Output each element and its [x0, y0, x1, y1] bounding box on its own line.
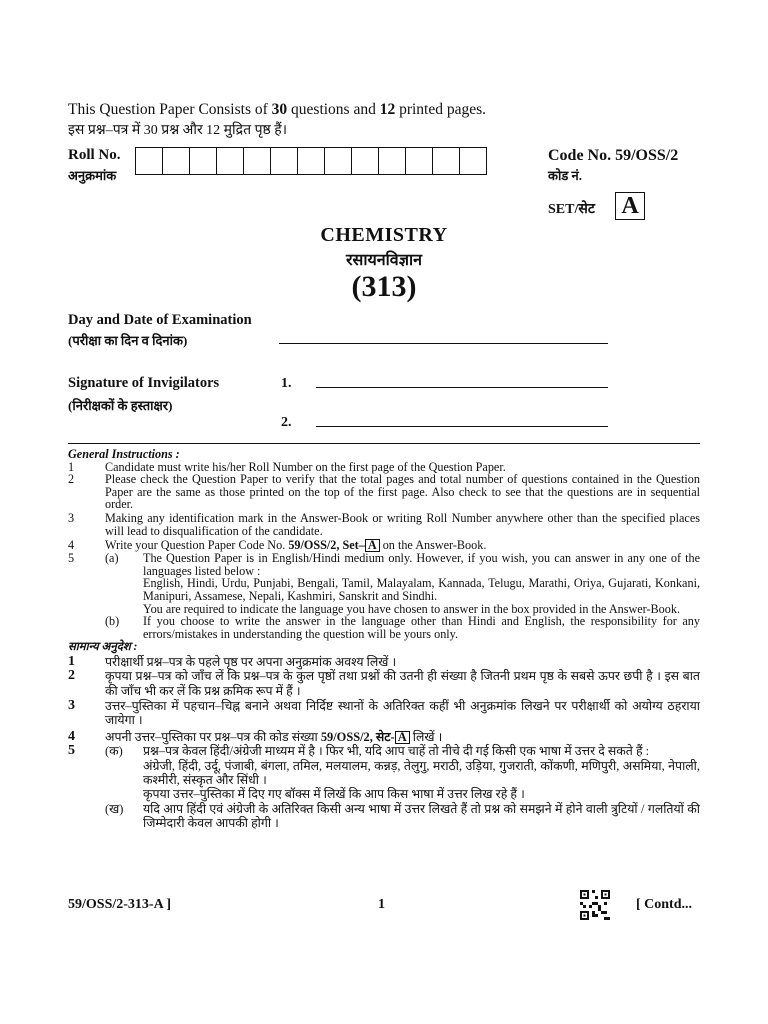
hindi-instruction-5b: (ख) यदि आप हिंदी एवं अंग्रेजी के अतिरिक्त किसी अन्य भाषा में उत्तर लिखते हैं तो प्रश्न को समझने में होने वाली त्रुटियों / गलतियों की जिम्मेदारी केवल आपकी होगी ।	[105, 801, 700, 831]
instruction-5b: (b) If you choose to write the answer in the language other than Hindi and English, the responsibility for any errors/mistakes in understanding the question will be yours only.	[105, 614, 700, 641]
instruction-5a-note: You are required to indicate the language you have chosen to answer in the box provided in the Answer-Book.	[143, 601, 680, 616]
roll-number-box[interactable]	[405, 147, 433, 175]
section-divider	[68, 443, 700, 444]
roll-number-box[interactable]	[162, 147, 190, 175]
set-value-box: A	[615, 192, 645, 220]
invigilator-1-number: 1.	[281, 376, 292, 391]
hindi-instruction-5a: 5 (क) प्रश्न–पत्र केवल हिंदी/अंग्रेजी माध्यम में है । फिर भी, यदि आप चाहें तो नीचे दी गई किसी एक भाषा में उत्तर दे सकते हैं :	[68, 743, 650, 759]
page-number: 1	[378, 897, 385, 912]
roll-number-box[interactable]	[189, 147, 217, 175]
page-count-prefix: This Question Paper Consists of	[68, 101, 272, 118]
roll-number-box[interactable]	[459, 147, 487, 175]
invigilator-2-signature-line[interactable]	[316, 426, 608, 427]
set-badge-hindi: A	[395, 731, 410, 744]
paper-id: 59/OSS/2-313-A ]	[68, 897, 172, 912]
instruction-3: 3 Making any identification mark in the Answer-Book or writing Roll Number anywhere other than the specified places will lead to disqualification of the candidate.	[68, 510, 700, 538]
instruction-2: 2 Please check the Question Paper to verify that the total pages and total number of questions contained in the Question Paper are the same as those printed on the top of the first page. Also check to see that the questions are in sequential order.	[68, 472, 700, 512]
page-count-statement-hindi: इस प्रश्न–पत्र में 30 प्रश्न और 12 मुद्रित पृष्ठ हैं।	[68, 123, 288, 138]
roll-number-box[interactable]	[135, 147, 163, 175]
code-number-label-hindi: कोड नं.	[548, 168, 583, 183]
roll-number-label: Roll No.	[68, 147, 121, 163]
hindi-instructions	[68, 640, 700, 830]
hindi-instruction-2: 2 कृपया प्रश्न–पत्र को जाँच लें कि प्रश्न–पत्र के कुल पृष्ठों तथा प्रश्नों की उतनी ही संख्या है जितनी प्रथम पृष्ठ के सबसे ऊपर छपी है । इस बात की जाँच भी कर लें कि प्रश्न क्रमिक रूप में हैं ।	[68, 668, 700, 698]
hindi-instruction-5a-note: कृपया उत्तर–पुस्तिका में दिए गए बॉक्स में लिखें कि आप किस भाषा में उत्तर लिख रहे हैं ।	[143, 787, 525, 802]
page-count-suffix: printed pages.	[395, 101, 487, 118]
general-instructions-heading: General Instructions :	[68, 447, 180, 461]
code-number-label: Code No. 59/OSS/2	[548, 147, 679, 164]
hindi-instruction-4: 4 अपनी उत्तर–पुस्तिका पर प्रश्न–पत्र की कोड संख्या 59/OSS/2, सेट- A लिखें ।	[68, 728, 443, 744]
hindi-instruction-5a-languages: अंग्रेजी, हिंदी, उर्दू, पंजाबी, बंगला, तमिल, मलयालम, कन्नड़, तेलुगु, मराठी, उड़िया, गुजराती, कोंकणी, मणिपुरी, असमिया, नेपाली, कश्मीरी, संस्कृत और सिंधी ।	[143, 758, 700, 787]
page-count-statement	[68, 101, 486, 119]
exam-date-label: Day and Date of Examination	[68, 312, 252, 328]
roll-number-box[interactable]	[297, 147, 325, 175]
exam-date-line[interactable]	[279, 343, 608, 344]
instruction-4: 4 Write your Question Paper Code No. 59/OSS/2, Set– A on the Answer-Book.	[68, 538, 487, 553]
qr-code-icon	[580, 890, 610, 920]
hindi-instructions-heading: सामान्य अनुदेश :	[68, 641, 138, 654]
instructions	[68, 448, 700, 831]
roll-number-box[interactable]	[270, 147, 298, 175]
subject-title: CHEMISTRY	[320, 224, 448, 246]
instruction-5a: 5 (a) The Question Paper is in English/Hindi medium only. However, if you wish, you can answer in any one of the languages listed below :	[68, 551, 700, 578]
invigilators-label: Signature of Invigilators	[68, 375, 220, 391]
pages-count: 12	[379, 101, 396, 118]
invigilator-2-number: 2.	[281, 415, 292, 430]
roll-number-box[interactable]	[324, 147, 352, 175]
roll-number-box[interactable]	[216, 147, 244, 175]
roll-number-box[interactable]	[432, 147, 460, 175]
continued-label: [ Contd...	[636, 897, 693, 912]
hindi-instruction-3: 3 उत्तर–पुस्तिका में पहचान–चिह्न बनाने अथवा निर्दिष्ट स्थानों के अतिरिक्त कहीं भी अनुक्रमांक लिखने पर परीक्षार्थी को अयोग्य ठहराया जायेगा ।	[68, 697, 700, 728]
subject-title-hindi: रसायनविज्ञान	[346, 252, 422, 269]
roll-number-box[interactable]	[378, 147, 406, 175]
roll-number-box[interactable]	[243, 147, 271, 175]
roll-number-label-hindi: अनुक्रमांक	[68, 168, 117, 183]
roll-number-box[interactable]	[351, 147, 379, 175]
invigilator-1-signature-line[interactable]	[316, 387, 608, 388]
set-badge: A	[365, 539, 380, 552]
questions-count: 30	[271, 101, 288, 118]
exam-date-label-hindi: (परीक्षा का दिन व दिनांक)	[68, 333, 188, 348]
subject-code: (313)	[351, 270, 417, 303]
instruction-5a-languages: English, Hindi, Urdu, Punjabi, Bengali, Tamil, Malayalam, Kannada, Telugu, Marathi, Oriya, Gujarati, Konkani, Manipuri, Assamese, Nepali, Kashmiri, Sanskrit and Sindhi.	[143, 576, 700, 603]
set-label: SET/सेट	[548, 202, 595, 217]
hindi-instruction-1: 1 परीक्षार्थी प्रश्न–पत्र के पहले पृष्ठ पर अपना अनुक्रमांक अवश्य लिखें ।	[68, 653, 397, 669]
instruction-1: 1 Candidate must write his/her Roll Number on the first page of the Question Paper.	[68, 459, 506, 474]
roll-number-boxes[interactable]	[136, 147, 487, 175]
page-count-mid: questions and	[287, 101, 380, 118]
invigilators-label-hindi: (निरीक्षकों के हस्ताक्षर)	[68, 398, 173, 413]
